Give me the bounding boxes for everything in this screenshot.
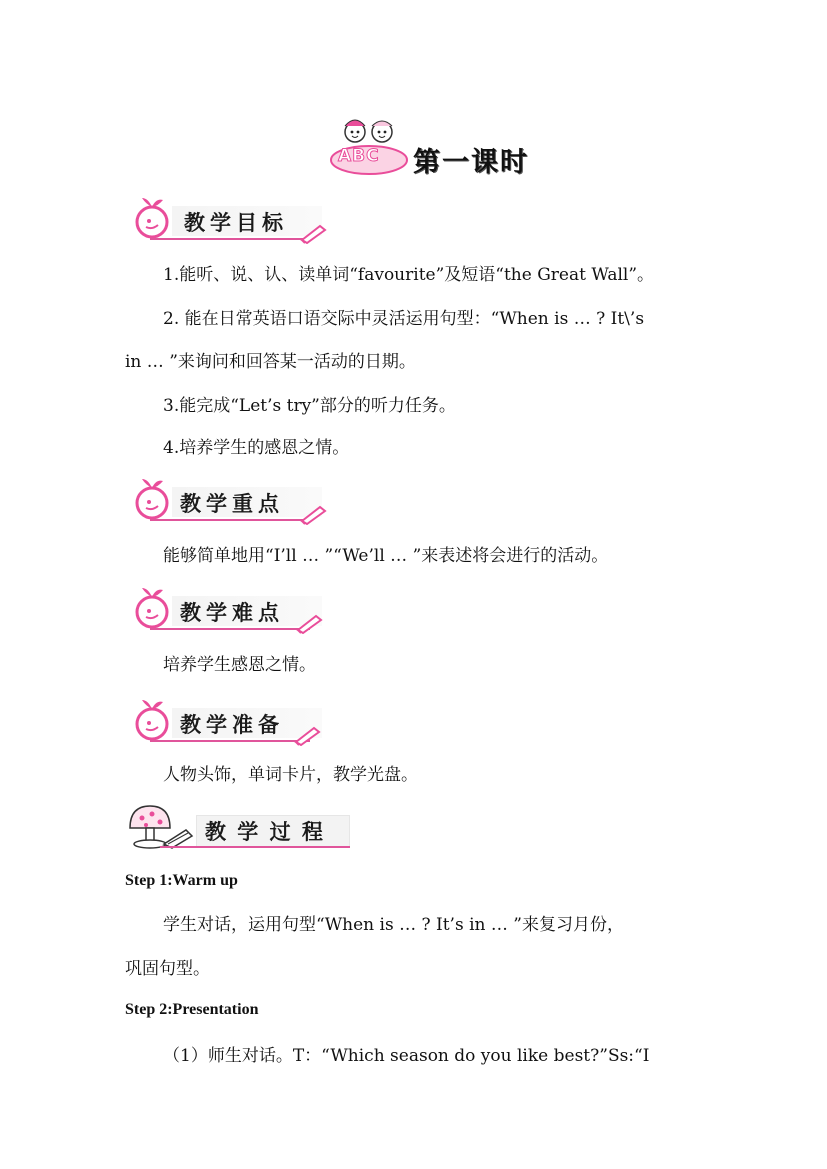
pen-icon — [296, 612, 324, 634]
title-logo-text: ABC — [338, 146, 380, 166]
objective-line-4: 4.培养学生的感恩之情。 — [163, 438, 350, 458]
step-1-line-2: 巩固句型。 — [125, 959, 210, 979]
step-1-title: Step 1:Warm up — [125, 872, 238, 889]
objective-line-1: 1.能听、说、认、读单词“favourite”及短语“the Great Wall”。 — [163, 265, 655, 285]
apple-icon — [130, 696, 174, 742]
apple-icon — [130, 194, 174, 240]
preparation-text: 人物头饰，单词卡片，教学光盘。 — [163, 765, 418, 785]
section-title-difficulties: 教学难点 — [180, 601, 284, 625]
page-title: 第一课时 — [413, 147, 529, 178]
key-points-text: 能够简单地用“I’ll … ”“We’ll … ”来表述将会进行的活动。 — [163, 546, 609, 566]
pen-icon — [300, 222, 328, 244]
section-title-process: 教 学 过 程 — [205, 820, 325, 844]
objective-line-3: 3.能完成“Let’s try”部分的听力任务。 — [163, 396, 456, 416]
pen-icon — [294, 724, 322, 746]
step-1-line-1: 学生对话，运用句型“When is … ? It’s in … ”来复习月份， — [163, 915, 624, 935]
section-title-preparation: 教学准备 — [180, 713, 284, 737]
step-2-title: Step 2:Presentation — [125, 1001, 259, 1018]
objective-line-2-cont: in … ”来询问和回答某一活动的日期。 — [125, 352, 416, 372]
objective-line-2: 2. 能在日常英语口语交际中灵活运用句型：“When is … ? It\’s — [163, 309, 645, 329]
step-2-line-1: （1）师生对话。T：“Which season do you like best?”Ss:“I — [163, 1046, 650, 1066]
kids-icon — [327, 112, 411, 178]
difficulties-text: 培养学生感恩之情。 — [163, 655, 316, 675]
apple-icon — [130, 475, 174, 521]
section-title-objectives: 教学目标 — [184, 211, 288, 235]
section-title-key-points: 教学重点 — [180, 492, 284, 516]
pen-icon — [300, 503, 328, 525]
apple-icon — [130, 584, 174, 630]
